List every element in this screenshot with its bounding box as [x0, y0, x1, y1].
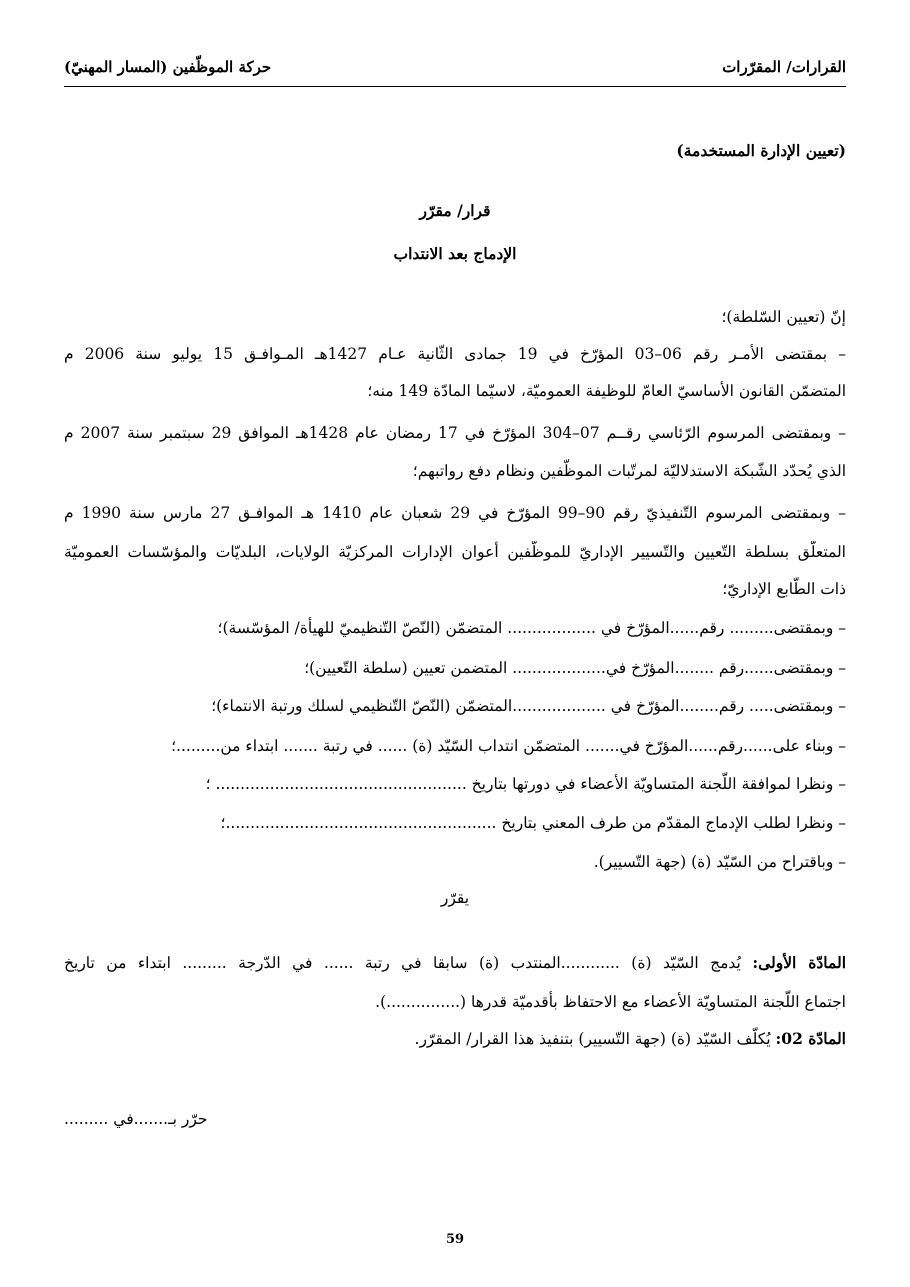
preamble-line: – وبمقتضى..... رقم........المؤرّخ في ...................المتضمّن (النّصّ التّنظيمي لسلك ورتبة الانتماء)؛	[211, 697, 846, 715]
preamble-line: – وبمقتضى المرسوم التّنفيذيّ رقم 90–99 المؤرّخ في 29 شعبان عام 1410 هـ الموافـق 27 مارس سنة 1990 م	[64, 504, 846, 522]
preamble-line: – وباقتراح من السّيّد (ة) (جهة التّسيير).	[593, 853, 846, 871]
preamble-line: – وبمقتضى......... رقم......المؤرّخ في .................. المتضمّن (النّصّ التّنظيميّ للهيأة/ المؤسّسة)؛	[217, 619, 846, 637]
document-subtitle: الإدماج بعد الانتداب	[393, 244, 517, 263]
preamble-line: المتعلّق بسلطة التّعيين والتّسيير الإداريّ للموظّفين أعوان الإدارات المركزيّة الولايات، البلديّات والمؤسّسات العموميّة	[64, 543, 846, 561]
article-2-label: المادّة 02:	[775, 1029, 846, 1048]
article-1-line-1	[64, 952, 846, 976]
preamble-line: – وبمقتضى......رقم ........المؤرّخ في................... المتضمن تعيين (سلطة التّعيين)؛	[304, 659, 846, 677]
preamble-line: – ونظرا لطلب الإدماج المقدّم من طرف المعني بتاريخ .......................................................؛	[220, 814, 846, 832]
preamble-line: المتضمّن القانون الأساسيّ العامّ للوظيفة العموميّة، لاسيّما المادّة 149 منه؛	[367, 382, 846, 400]
article-2	[415, 1028, 846, 1050]
document-title: قرار/ مقرّر	[419, 201, 491, 220]
article-1-label: المادّة الأولى:	[752, 953, 846, 972]
signature-line: حرّر بـ.......في .........	[64, 1110, 208, 1128]
preamble-line: – وبمقتضى المرسوم الرّئاسي رقــم 07–304 المؤرّخ في 17 رمضان عام 1428هـ الموافق 29 سبتمبر سنة 2007 م	[64, 424, 846, 442]
running-header-right: القرارات/ المقرّرات	[722, 58, 846, 76]
decides-heading: يقرّر	[440, 889, 470, 907]
preamble-line: – بمقتضى الأمـر رقم 06–03 المؤرّخ في 19 جمادى الثّانية عـام 1427هـ المـوافـق 15 يوليو سنة 2006 م	[64, 345, 846, 363]
preamble-line: – ونظرا لموافقة اللّجنة المتساويّة الأعضاء في دورتها بتاريخ ................................................... ؛	[205, 775, 846, 793]
article-1-line-2: اجتماع اللّجنة المتساويّة الأعضاء مع الاحتفاظ بأقدميّة قدرها (...............).	[375, 993, 846, 1011]
header-divider	[64, 86, 846, 87]
article-2-text: يُكلّف السّيّد (ة) (جهة التّسيير) بتنفيذ هذا القرار/ المقرّر.	[414, 1030, 771, 1048]
page-number: 59	[445, 1232, 465, 1247]
preamble-line: ذات الطّابع الإداريّ؛	[722, 580, 846, 598]
preamble-line: الذي يُحدّد الشّبكة الاستدلاليّة لمرتّبات الموظّفين ونظام دفع رواتبهم؛	[412, 462, 846, 480]
preamble-line: – وبناء على......رقم......المؤرّخ في....... المتضمّن انتداب السّيّد (ة) ...... في رتبة ....... ابتداء من.........؛	[171, 737, 846, 755]
running-header-left: حركة الموظّفين (المسار المهنيّ)	[64, 58, 272, 76]
section-title: (تعيين الإدارة المستخدمة)	[676, 141, 846, 160]
article-1-text: يُدمج السّيّد (ة) ............المنتدب (ة) سابقا في رتبة ...... في الدّرجة ......... ابتداء من تاريخ	[64, 954, 741, 972]
preamble-line: إنّ (تعيين السّلطة)؛	[721, 308, 846, 326]
